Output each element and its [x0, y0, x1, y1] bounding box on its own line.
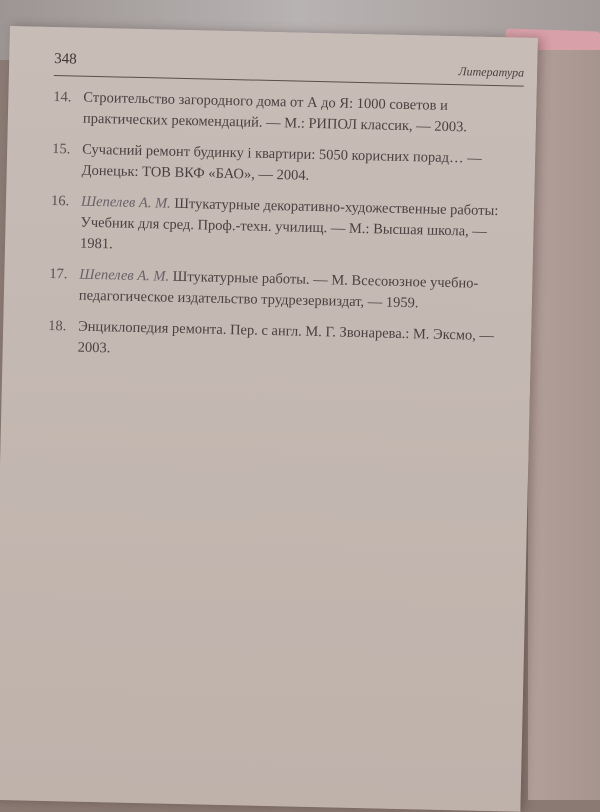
- reference-text: Сучасний ремонт будинку і квартири: 5050 корисних порад… — Донецьк: ТОВ ВКФ «БАО», — 2004.: [82, 142, 482, 184]
- reference-text: Энциклопедия ремонта. Пер. с англ. М. Г. Звонарева.: М. Эксмо, — 2003.: [78, 319, 495, 357]
- reference-author: Шепелев А. М.: [81, 194, 171, 212]
- reference-item: [49, 264, 520, 317]
- reference-item: [50, 191, 521, 265]
- reference-number: 18.: [48, 316, 67, 337]
- reference-number: 14.: [53, 87, 72, 108]
- page-number: 348: [54, 51, 77, 69]
- reference-text: Штукатурные декоративно-художественные работы: Учебник для сред. Проф.-техн. училищ. — М.: Высшая школа, — 1981.: [80, 196, 499, 253]
- reference-item: [47, 316, 518, 369]
- reference-list: [47, 87, 523, 379]
- book-page: [0, 26, 538, 812]
- reference-item: [53, 87, 524, 140]
- reference-text: Строительство загородного дома от А до Я: 1000 советов и практических рекомендаций. — М.: РИПОЛ классик, — 2003.: [83, 90, 467, 136]
- running-title: Литература: [458, 64, 524, 80]
- adjacent-page-edge: [528, 50, 600, 800]
- reference-text: Штукатурные работы. — М. Всесоюзное учебно-педагогическое издательство трудрезервиздат, — 1959.: [79, 269, 479, 312]
- reference-number: 16.: [51, 191, 70, 212]
- reference-number: 15.: [52, 139, 71, 160]
- reference-author: Шепелев А. М.: [79, 267, 169, 285]
- page-header: [54, 49, 524, 87]
- reference-item: [51, 139, 522, 192]
- reference-number: 17.: [49, 264, 68, 285]
